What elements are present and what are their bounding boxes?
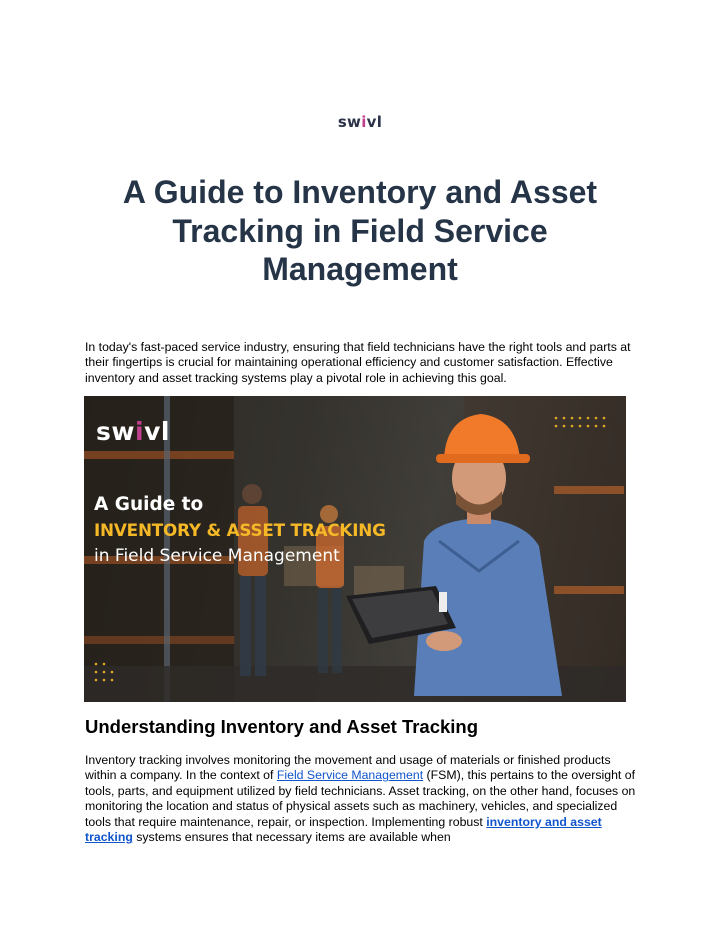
hero-line-1: A Guide to	[94, 494, 204, 515]
section-heading: Understanding Inventory and Asset Tracking	[85, 716, 479, 737]
intro-paragraph: In today's fast-paced service industry, ensuring that field technicians have the right tools and parts at their fingertips is crucial for maintaining operational efficiency and customer satisfaction. Effective inventory and asset tracking systems play a pivotal role in achieving this goal.	[85, 340, 631, 385]
hero-line-3: in Field Service Management	[94, 546, 340, 566]
hero-line-2: INVENTORY & ASSET TRACKING	[94, 520, 386, 540]
section-paragraph	[85, 753, 645, 845]
swivl-logo: swivl	[337, 113, 383, 131]
hero-image	[84, 396, 626, 702]
hero-swivl-logo: swivl	[96, 417, 170, 446]
field-service-management-link[interactable]: Field Service Management	[276, 768, 424, 783]
paragraph-text-3: systems ensures that necessary items are available when	[132, 830, 451, 845]
inventory-asset-tracking-link[interactable]: inventory and asset tracking	[85, 814, 602, 845]
page-title: A Guide to Inventory and Asset Tracking in Field Service Management	[122, 174, 598, 287]
paragraph-text-1: Inventory tracking involves monitoring the movement and usage of materials or finished products within a company. In the context of	[85, 753, 611, 783]
paragraph-text-2: (FSM), this pertains to the oversight of tools, parts, and equipment utilized by field technicians. Asset tracking, on the other hand, focuses on monitoring the location and status of physical assets such as machinery, vehicles, and specialized tools that require maintenance, repair, or inspection. Implementing robust	[85, 768, 636, 829]
